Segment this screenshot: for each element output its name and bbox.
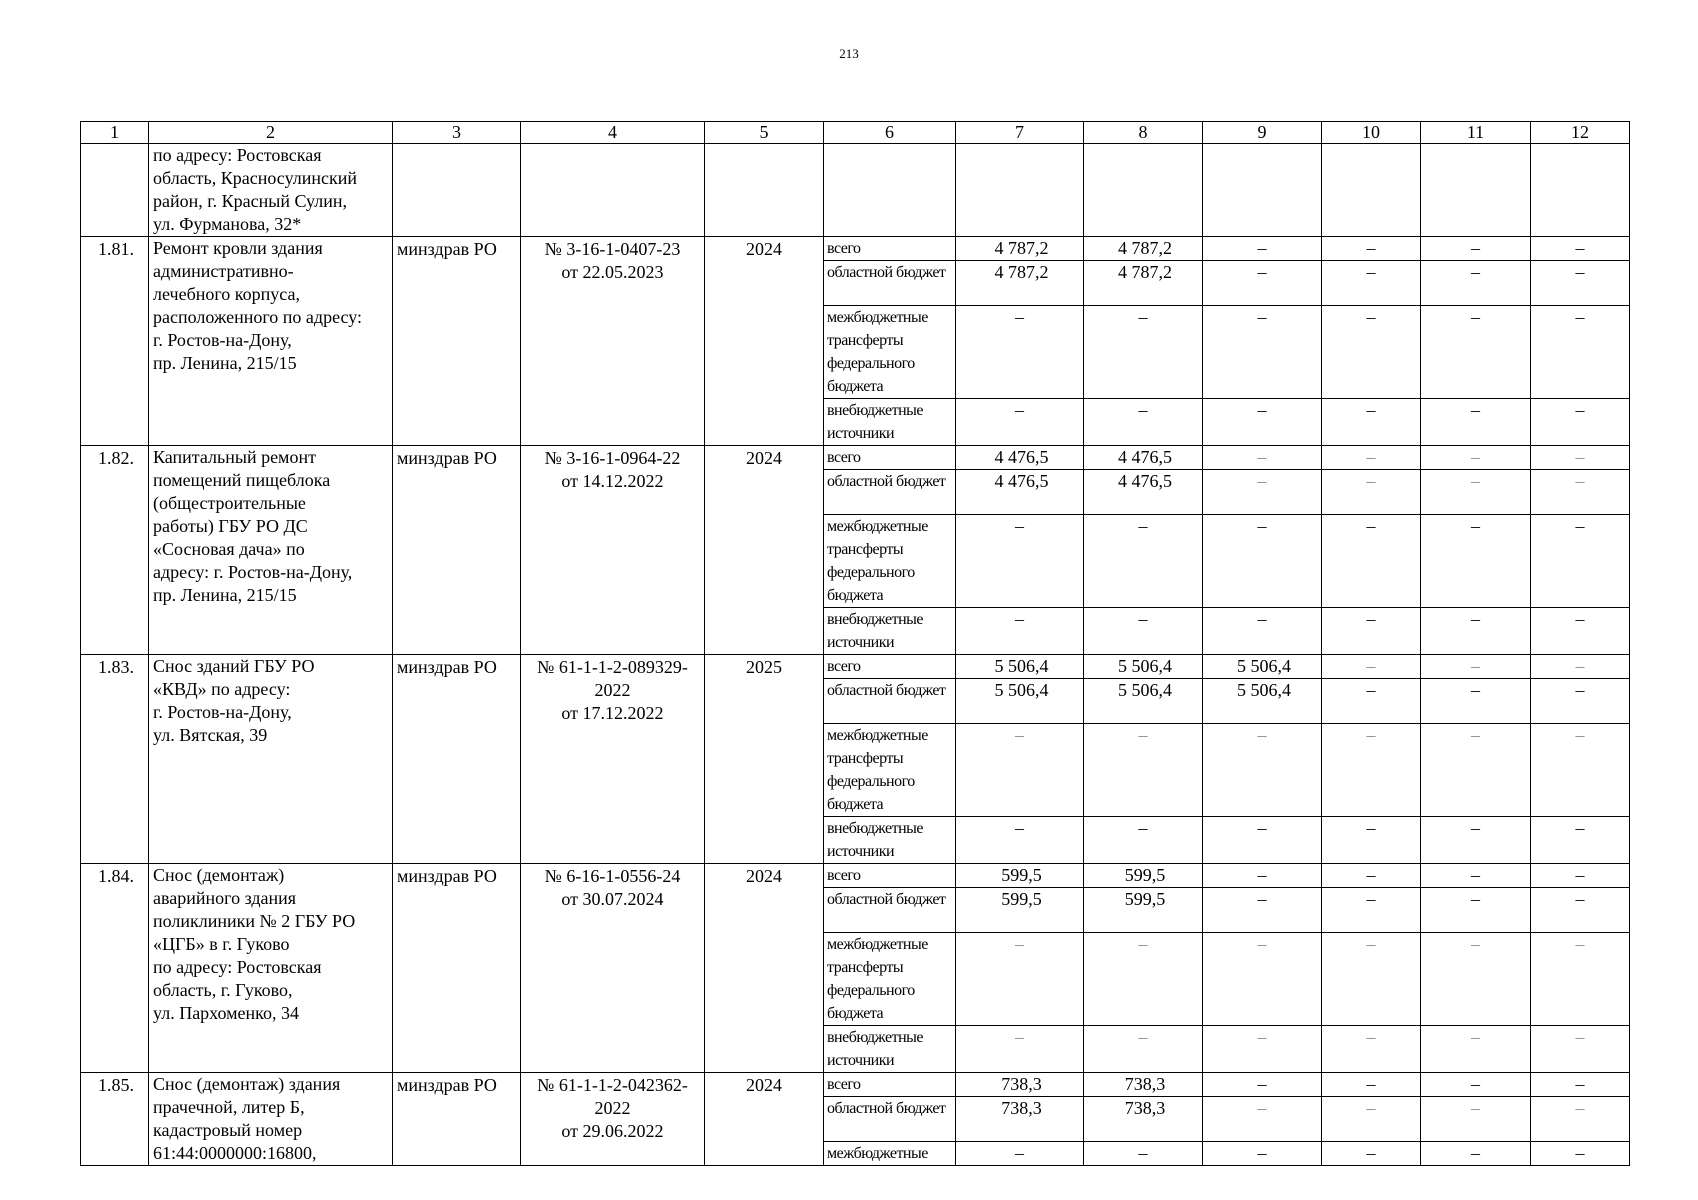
empty-cell — [956, 144, 1084, 237]
amount-cell: – — [956, 1142, 1084, 1166]
funding-source: областной бюджет — [824, 888, 956, 933]
amount-cell: 4 787,2 — [956, 261, 1084, 306]
empty-cell — [1421, 144, 1531, 237]
amount-cell: – — [1203, 1073, 1322, 1097]
amount-cell: – — [1322, 864, 1421, 888]
document-line: 2022 — [594, 680, 631, 700]
amount-cell: – — [1203, 933, 1322, 1026]
continuation-row — [81, 144, 1630, 237]
completion-year: 2024 — [705, 864, 824, 1073]
amount-cell: – — [1421, 864, 1531, 888]
amount-cell: – — [1322, 1097, 1421, 1142]
amount-cell: – — [956, 724, 1084, 817]
amount-cell: – — [1084, 399, 1203, 446]
continuation-num-cell — [81, 144, 149, 237]
object-name: Капитальный ремонт помещений пищеблока (общестроительные работы) ГБУ РО ДС «Сосновая дача» по адресу: г. Ростов-на-Дону, пр. Ленина, 215/15 — [149, 446, 393, 655]
amount-cell: – — [1322, 655, 1421, 679]
responsible-executor: минздрав РО — [393, 446, 521, 655]
amount-cell: – — [1084, 1142, 1203, 1166]
expertise-document — [521, 1073, 705, 1166]
amount-cell: 4 787,2 — [1084, 237, 1203, 261]
document-line: от 22.05.2023 — [561, 262, 664, 282]
expertise-document — [521, 237, 705, 446]
funding-source: внебюджетные источники — [824, 1026, 956, 1073]
amount-cell: – — [956, 933, 1084, 1026]
amount-cell: – — [956, 399, 1084, 446]
amount-cell: 5 506,4 — [956, 679, 1084, 724]
object-name: Ремонт кровли здания административно- лечебного корпуса, расположенного по адресу: г. Ростов-на-Дону, пр. Ленина, 215/15 — [149, 237, 393, 446]
responsible-executor: минздрав РО — [393, 655, 521, 864]
amount-cell: – — [1421, 237, 1531, 261]
empty-cell — [824, 144, 956, 237]
funding-source: межбюджетные трансферты федерального бюджета — [824, 724, 956, 817]
responsible-executor: минздрав РО — [393, 864, 521, 1073]
document-line: № 61-1-1-2-042362- — [537, 1075, 688, 1095]
amount-cell: 4 787,2 — [1084, 261, 1203, 306]
amount-cell: 5 506,4 — [1084, 655, 1203, 679]
amount-cell: 5 506,4 — [1203, 679, 1322, 724]
funding-source: межбюджетные трансферты федерального бюджета — [824, 515, 956, 608]
amount-cell: – — [1421, 724, 1531, 817]
row-number: 1.83. — [81, 655, 149, 864]
amount-cell: – — [1322, 306, 1421, 399]
amount-cell: – — [1322, 470, 1421, 515]
amount-cell: – — [956, 608, 1084, 655]
column-header: 11 — [1421, 122, 1531, 144]
column-header: 9 — [1203, 122, 1322, 144]
row-number: 1.84. — [81, 864, 149, 1073]
responsible-executor: минздрав РО — [393, 237, 521, 446]
funding-source: межбюджетные — [824, 1142, 956, 1166]
object-name: Снос (демонтаж) аварийного здания поликлиники № 2 ГБУ РО «ЦГБ» в г. Гуково по адресу: Ростовская область, г. Гуково, ул. Пархоменко, 34 — [149, 864, 393, 1073]
amount-cell: – — [1531, 306, 1630, 399]
column-header: 3 — [393, 122, 521, 144]
amount-cell: – — [1084, 608, 1203, 655]
amount-cell: – — [1203, 515, 1322, 608]
row-number: 1.82. — [81, 446, 149, 655]
amount-cell: – — [1322, 679, 1421, 724]
amount-cell: – — [1421, 1097, 1531, 1142]
amount-cell: – — [1203, 724, 1322, 817]
amount-cell: – — [1322, 933, 1421, 1026]
amount-cell: – — [1531, 446, 1630, 470]
amount-cell: 599,5 — [956, 888, 1084, 933]
amount-cell: – — [1421, 1026, 1531, 1073]
column-header: 5 — [705, 122, 824, 144]
empty-cell — [1084, 144, 1203, 237]
expertise-document — [521, 864, 705, 1073]
table-row — [81, 446, 1630, 470]
amount-cell: 5 506,4 — [1203, 655, 1322, 679]
amount-cell: – — [1421, 933, 1531, 1026]
amount-cell: 5 506,4 — [956, 655, 1084, 679]
column-header: 12 — [1531, 122, 1630, 144]
amount-cell: – — [1203, 237, 1322, 261]
amount-cell: – — [1322, 608, 1421, 655]
expertise-document — [521, 446, 705, 655]
amount-cell: – — [1203, 817, 1322, 864]
amount-cell: – — [956, 306, 1084, 399]
amount-cell: – — [1421, 655, 1531, 679]
document-line: от 30.07.2024 — [561, 889, 664, 909]
amount-cell: – — [1531, 608, 1630, 655]
amount-cell: 4 476,5 — [956, 470, 1084, 515]
amount-cell: – — [1322, 446, 1421, 470]
amount-cell: – — [1322, 237, 1421, 261]
document-line: от 17.12.2022 — [561, 703, 664, 723]
amount-cell: – — [1322, 1026, 1421, 1073]
amount-cell: 4 476,5 — [956, 446, 1084, 470]
funding-source: областной бюджет — [824, 261, 956, 306]
amount-cell: – — [1531, 864, 1630, 888]
amount-cell: 599,5 — [956, 864, 1084, 888]
funding-source: всего — [824, 655, 956, 679]
amount-cell: – — [1421, 470, 1531, 515]
table-row — [81, 655, 1630, 679]
funding-source: внебюджетные источники — [824, 608, 956, 655]
empty-cell — [1203, 144, 1322, 237]
document-line: 2022 — [594, 1098, 631, 1118]
amount-cell: – — [1203, 261, 1322, 306]
empty-cell — [705, 144, 824, 237]
amount-cell: – — [1531, 1026, 1630, 1073]
row-number: 1.81. — [81, 237, 149, 446]
funding-source: межбюджетные трансферты федерального бюджета — [824, 933, 956, 1026]
funding-source: внебюджетные источники — [824, 399, 956, 446]
amount-cell: – — [1322, 261, 1421, 306]
amount-cell: – — [1084, 306, 1203, 399]
funding-source: всего — [824, 864, 956, 888]
amount-cell: 738,3 — [1084, 1097, 1203, 1142]
amount-cell: – — [1421, 1142, 1531, 1166]
empty-cell — [1322, 144, 1421, 237]
amount-cell: – — [1531, 1073, 1630, 1097]
amount-cell: 738,3 — [1084, 1073, 1203, 1097]
document-line: от 14.12.2022 — [561, 471, 664, 491]
column-header: 4 — [521, 122, 705, 144]
amount-cell: – — [1531, 817, 1630, 864]
amount-cell: – — [1531, 237, 1630, 261]
amount-cell: – — [1531, 399, 1630, 446]
amount-cell: 4 476,5 — [1084, 470, 1203, 515]
completion-year: 2024 — [705, 446, 824, 655]
funding-source: всего — [824, 446, 956, 470]
amount-cell: – — [1203, 1097, 1322, 1142]
document-line: от 29.06.2022 — [561, 1121, 664, 1141]
amount-cell: – — [1421, 515, 1531, 608]
amount-cell: – — [1203, 470, 1322, 515]
continuation-name-cell: по адресу: Ростовская область, Красносулинский район, г. Красный Сулин, ул. Фурманова, 32* — [149, 144, 393, 237]
amount-cell: – — [1203, 399, 1322, 446]
object-name: Снос (демонтаж) здания прачечной, литер Б, кадастровый номер 61:44:0000000:16800, — [149, 1073, 393, 1166]
amount-cell: – — [1531, 655, 1630, 679]
amount-cell: – — [1203, 446, 1322, 470]
document-line: № 3-16-1-0964-22 — [544, 448, 681, 468]
row-number: 1.85. — [81, 1073, 149, 1166]
amount-cell: – — [956, 817, 1084, 864]
amount-cell: – — [1531, 888, 1630, 933]
page-number: 213 — [839, 46, 859, 61]
funding-source: внебюджетные источники — [824, 817, 956, 864]
expertise-document — [521, 655, 705, 864]
amount-cell: – — [1421, 446, 1531, 470]
column-header: 1 — [81, 122, 149, 144]
amount-cell: – — [1322, 724, 1421, 817]
amount-cell: – — [1203, 864, 1322, 888]
amount-cell: – — [1421, 306, 1531, 399]
amount-cell: – — [1421, 399, 1531, 446]
amount-cell: – — [1084, 817, 1203, 864]
amount-cell: – — [1322, 1073, 1421, 1097]
amount-cell: – — [1531, 724, 1630, 817]
amount-cell: 5 506,4 — [1084, 679, 1203, 724]
completion-year: 2024 — [705, 237, 824, 446]
funding-source: всего — [824, 1073, 956, 1097]
amount-cell: 738,3 — [956, 1073, 1084, 1097]
amount-cell: 738,3 — [956, 1097, 1084, 1142]
responsible-executor: минздрав РО — [393, 1073, 521, 1166]
amount-cell: – — [1531, 470, 1630, 515]
amount-cell: – — [1203, 608, 1322, 655]
budget-table — [80, 121, 1630, 1166]
funding-source: межбюджетные трансферты федерального бюджета — [824, 306, 956, 399]
amount-cell: – — [956, 515, 1084, 608]
column-header: 2 — [149, 122, 393, 144]
amount-cell: – — [1421, 1073, 1531, 1097]
column-header: 7 — [956, 122, 1084, 144]
amount-cell: 599,5 — [1084, 864, 1203, 888]
empty-cell — [1531, 144, 1630, 237]
amount-cell: 599,5 — [1084, 888, 1203, 933]
amount-cell: – — [1322, 1142, 1421, 1166]
amount-cell: – — [1421, 817, 1531, 864]
column-header: 10 — [1322, 122, 1421, 144]
amount-cell: – — [1322, 515, 1421, 608]
amount-cell: – — [1531, 679, 1630, 724]
table-row — [81, 864, 1630, 888]
column-header: 6 — [824, 122, 956, 144]
column-header: 8 — [1084, 122, 1203, 144]
amount-cell: – — [1322, 399, 1421, 446]
object-name: Снос зданий ГБУ РО «КВД» по адресу: г. Ростов-на-Дону, ул. Вятская, 39 — [149, 655, 393, 864]
amount-cell: – — [1203, 1142, 1322, 1166]
completion-year: 2025 — [705, 655, 824, 864]
document-line: № 61-1-1-2-089329- — [537, 657, 688, 677]
amount-cell: – — [1421, 608, 1531, 655]
amount-cell: 4 787,2 — [956, 237, 1084, 261]
amount-cell: – — [1084, 933, 1203, 1026]
amount-cell: – — [1084, 515, 1203, 608]
amount-cell: – — [1531, 515, 1630, 608]
completion-year: 2024 — [705, 1073, 824, 1166]
table-row — [81, 237, 1630, 261]
funding-source: областной бюджет — [824, 470, 956, 515]
document-line: № 3-16-1-0407-23 — [544, 239, 681, 259]
amount-cell: 4 476,5 — [1084, 446, 1203, 470]
amount-cell: – — [1084, 1026, 1203, 1073]
amount-cell: – — [1322, 817, 1421, 864]
funding-source: всего — [824, 237, 956, 261]
amount-cell: – — [1531, 933, 1630, 1026]
amount-cell: – — [1203, 306, 1322, 399]
amount-cell: – — [1322, 888, 1421, 933]
amount-cell: – — [1203, 888, 1322, 933]
empty-cell — [521, 144, 705, 237]
header-row — [81, 122, 1630, 144]
amount-cell: – — [1531, 1142, 1630, 1166]
amount-cell: – — [1421, 261, 1531, 306]
funding-source: областной бюджет — [824, 1097, 956, 1142]
amount-cell: – — [956, 1026, 1084, 1073]
document-line: № 6-16-1-0556-24 — [544, 866, 681, 886]
amount-cell: – — [1531, 1097, 1630, 1142]
amount-cell: – — [1421, 679, 1531, 724]
empty-cell — [393, 144, 521, 237]
amount-cell: – — [1203, 1026, 1322, 1073]
amount-cell: – — [1084, 724, 1203, 817]
table-row — [81, 1073, 1630, 1097]
amount-cell: – — [1421, 888, 1531, 933]
funding-source: областной бюджет — [824, 679, 956, 724]
amount-cell: – — [1531, 261, 1630, 306]
